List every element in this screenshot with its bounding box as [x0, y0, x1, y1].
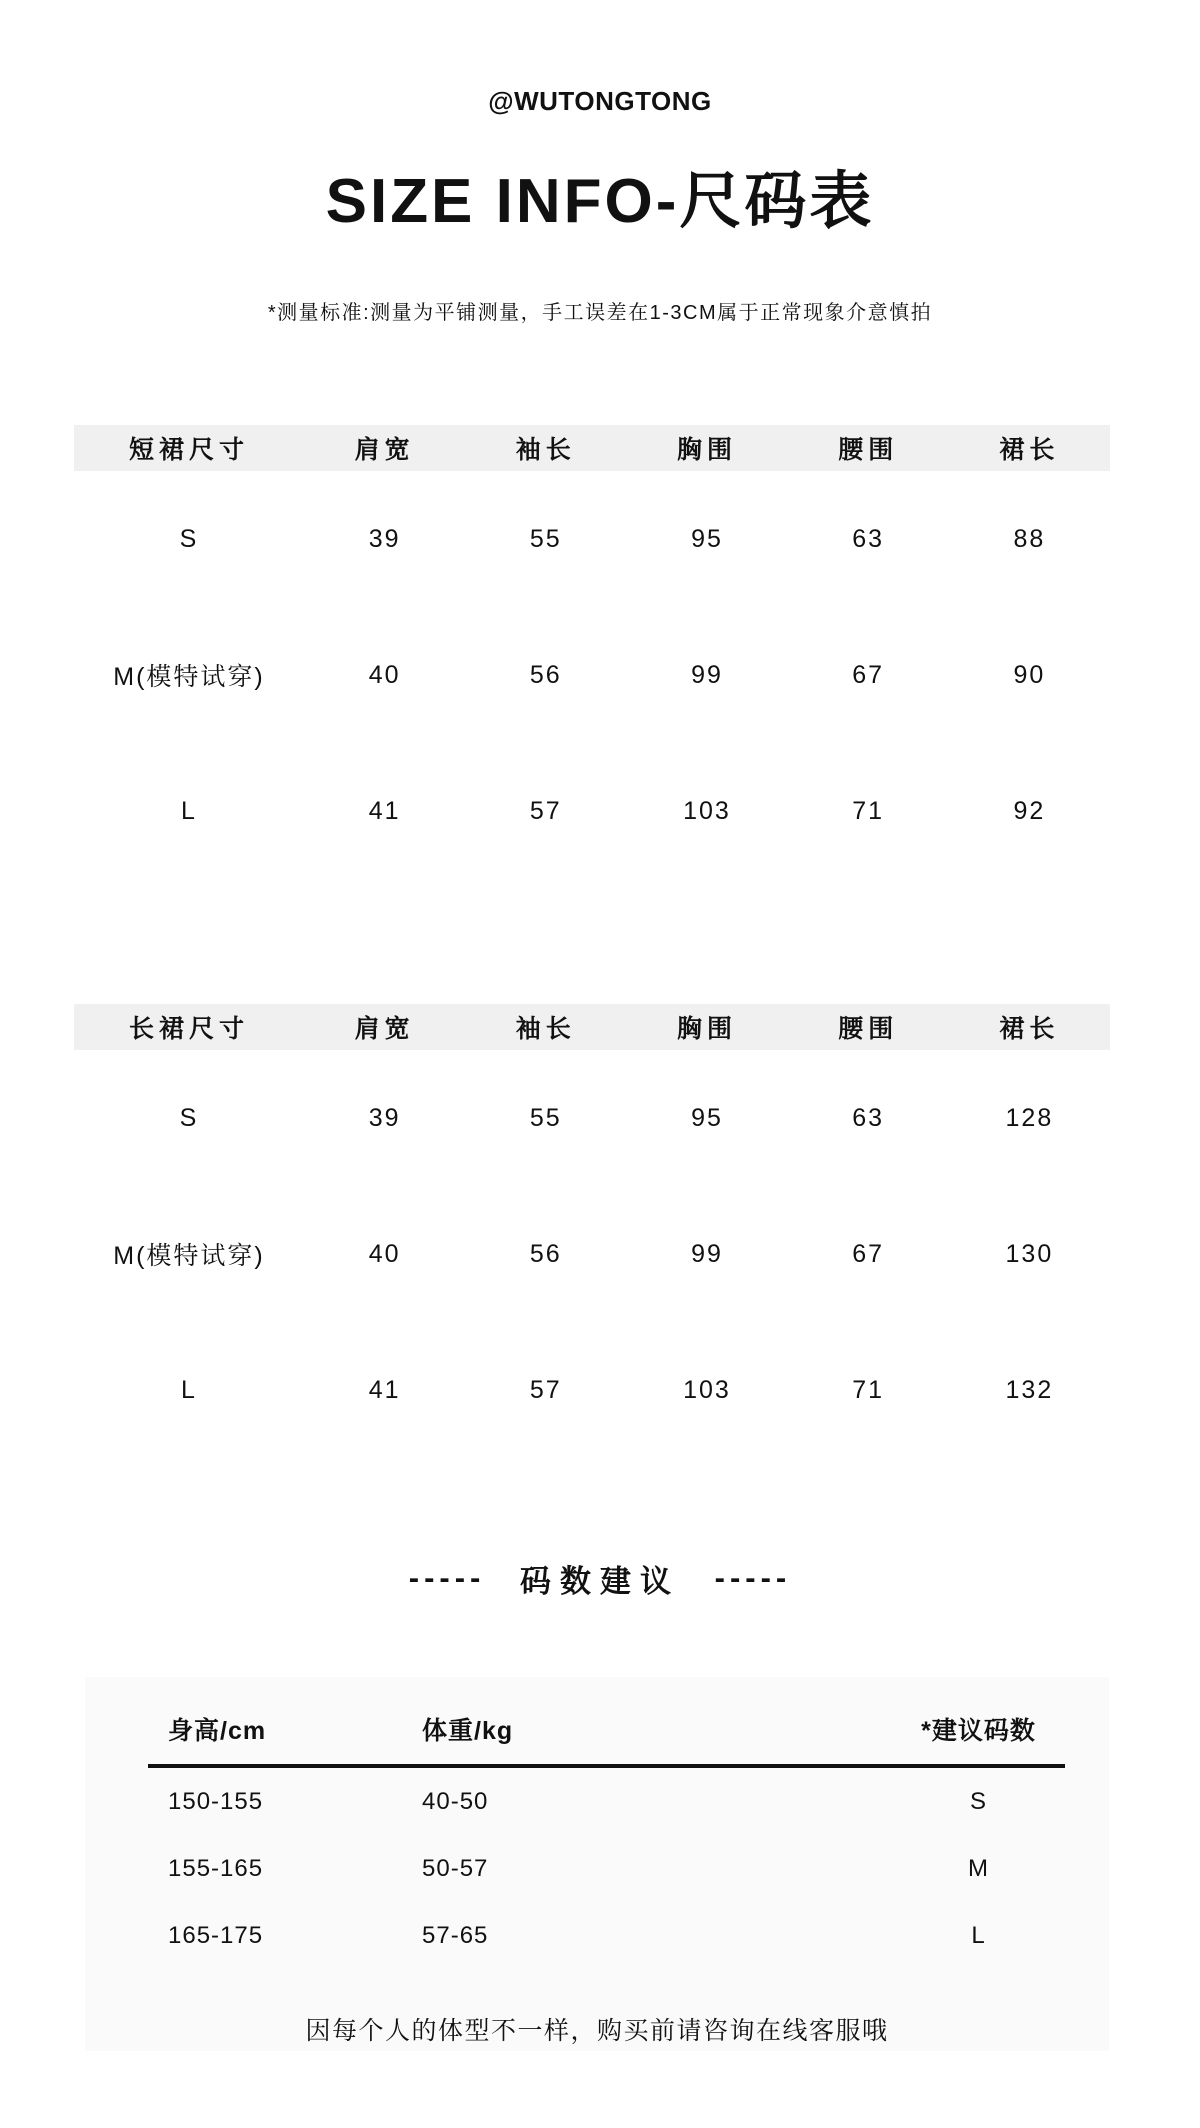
- value-cell: 67: [852, 660, 885, 689]
- suggestion-header-row: [85, 1677, 1109, 1747]
- table-header-row: [74, 425, 1110, 471]
- value-cell: 41: [368, 1375, 401, 1404]
- dashes-right: -----: [714, 1560, 792, 1595]
- value-cell: 41: [368, 796, 401, 825]
- short-skirt-size-table: [74, 425, 1110, 879]
- size-cell: S: [969, 1787, 987, 1815]
- size-cell: S: [179, 524, 199, 553]
- table-row: [74, 743, 1110, 879]
- col-header-weight: 体重/kg: [422, 1717, 514, 1745]
- service-footnote: 因每个人的体型不一样，购买前请咨询在线客服哦: [305, 2017, 889, 2045]
- col-header-bust: 胸围: [676, 1015, 737, 1043]
- value-cell: 40: [368, 1239, 401, 1268]
- value-cell: 71: [852, 796, 885, 825]
- col-header-skirt-length: 裙长: [999, 436, 1060, 464]
- size-suggestion-box: [85, 1677, 1109, 2051]
- weight-cell: 57-65: [422, 1921, 489, 1949]
- value-cell: 39: [368, 524, 401, 553]
- height-cell: 165-175: [168, 1921, 264, 1949]
- suggestion-row: [85, 1902, 1109, 1969]
- table-row: [74, 1186, 1110, 1322]
- height-cell: 150-155: [168, 1787, 264, 1815]
- col-header-shoulder: 肩宽: [354, 1015, 415, 1043]
- table-label-short-skirt: 短裙尺寸: [128, 436, 249, 464]
- value-cell: 95: [691, 524, 723, 553]
- weight-cell: 40-50: [422, 1787, 489, 1815]
- value-cell: 63: [852, 524, 885, 553]
- page-title: SIZE INFO-尺码表: [325, 167, 875, 236]
- col-header-skirt-length: 裙长: [999, 1015, 1060, 1043]
- table-label-long-skirt: 长裙尺寸: [128, 1015, 249, 1043]
- value-cell: 67: [852, 1239, 885, 1268]
- value-cell: 132: [1005, 1375, 1054, 1404]
- suggestion-row: [85, 1835, 1109, 1902]
- measure-note: *测量标准:测量为平铺测量，手工误差在1-3CM属于正常现象介意慎拍: [267, 302, 933, 324]
- table-row: [74, 1050, 1110, 1186]
- size-cell: M: [968, 1854, 989, 1882]
- value-cell: 130: [1005, 1239, 1054, 1268]
- table-row: [74, 607, 1110, 743]
- value-cell: 99: [691, 660, 723, 689]
- table-row: [74, 471, 1110, 607]
- value-cell: 57: [529, 1375, 562, 1404]
- brand-watermark: @WUTONGTONG: [488, 86, 712, 116]
- weight-cell: 50-57: [422, 1854, 489, 1882]
- value-cell: 71: [852, 1375, 885, 1404]
- table-header-row: [74, 1004, 1110, 1050]
- value-cell: 103: [683, 796, 731, 825]
- value-cell: 95: [691, 1103, 723, 1132]
- size-cell: L: [181, 1375, 197, 1404]
- col-header-waist: 腰围: [838, 436, 899, 464]
- value-cell: 99: [691, 1239, 723, 1268]
- value-cell: 92: [1013, 796, 1046, 825]
- col-header-sleeve: 袖长: [515, 1015, 576, 1043]
- size-cell: M(模特试穿): [113, 1242, 265, 1270]
- value-cell: 40: [368, 660, 401, 689]
- value-cell: 55: [529, 524, 562, 553]
- size-suggestion-heading: [0, 1556, 1200, 1601]
- col-header-height: 身高/cm: [168, 1717, 267, 1745]
- value-cell: 55: [529, 1103, 562, 1132]
- value-cell: 63: [852, 1103, 885, 1132]
- col-header-sleeve: 袖长: [515, 436, 576, 464]
- dashes-left: -----: [408, 1560, 486, 1595]
- col-header-bust: 胸围: [676, 436, 737, 464]
- height-cell: 155-165: [168, 1854, 264, 1882]
- value-cell: 57: [529, 796, 562, 825]
- suggestion-row: [85, 1768, 1109, 1835]
- col-header-waist: 腰围: [838, 1015, 899, 1043]
- col-header-recommended-size: *建议码数: [921, 1717, 1036, 1745]
- size-cell: L: [181, 796, 197, 825]
- long-skirt-size-table: [74, 1004, 1110, 1458]
- suggestion-title: 码数建议: [520, 1564, 680, 1599]
- value-cell: 56: [529, 660, 562, 689]
- value-cell: 90: [1013, 660, 1046, 689]
- value-cell: 88: [1013, 524, 1046, 553]
- size-cell: S: [179, 1103, 199, 1132]
- table-row: [74, 1322, 1110, 1458]
- col-header-shoulder: 肩宽: [354, 436, 415, 464]
- value-cell: 103: [683, 1375, 731, 1404]
- value-cell: 128: [1005, 1103, 1054, 1132]
- size-cell: L: [971, 1921, 986, 1949]
- size-cell: M(模特试穿): [113, 663, 265, 691]
- value-cell: 56: [529, 1239, 562, 1268]
- value-cell: 39: [368, 1103, 401, 1132]
